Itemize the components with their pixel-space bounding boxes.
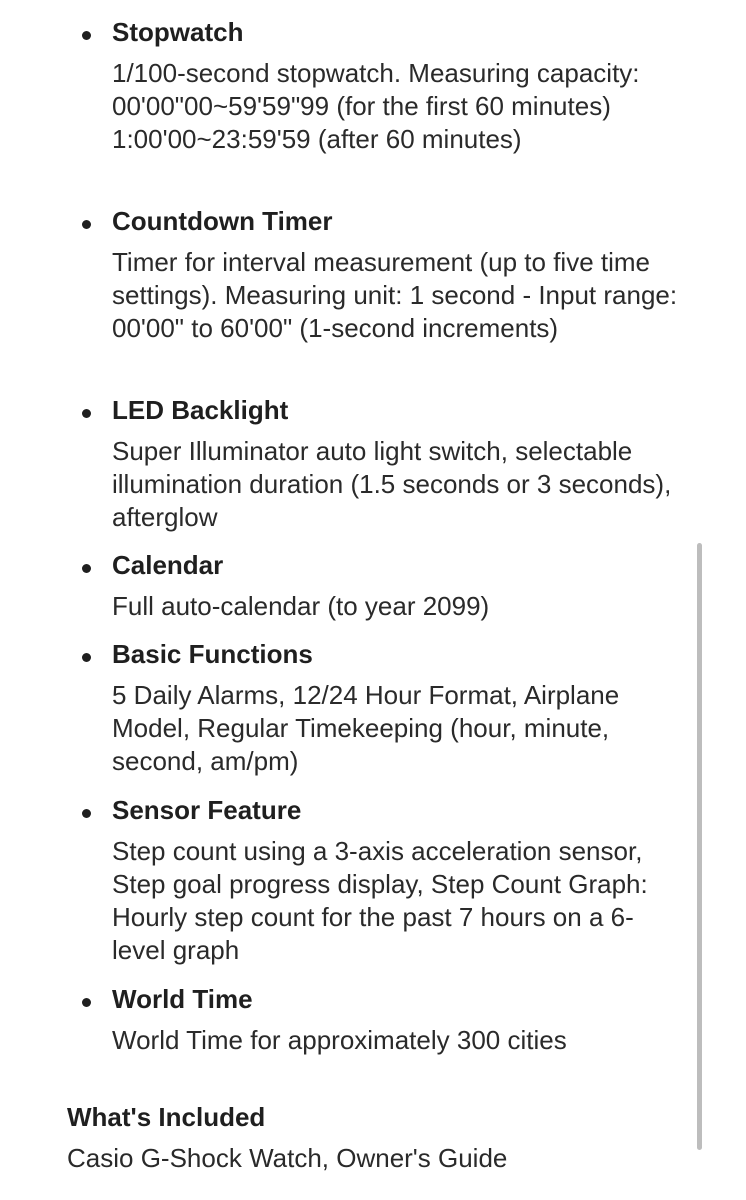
feature-title: LED Backlight [112, 395, 289, 425]
bullet-icon [82, 220, 91, 229]
whats-included-text: Casio G-Shock Watch, Owner's Guide [67, 1143, 508, 1173]
whats-included-heading: What's Included [67, 1102, 266, 1132]
feature-description: 1/100-second stopwatch. Measuring capacity: 00'00"00~59'59"99 (for the first 60 minutes) 1:00'00~23:59'59 (after 60 minutes) [112, 58, 640, 154]
scrollbar-thumb[interactable] [697, 543, 702, 1150]
feature-description: Full auto-calendar (to year 2099) [112, 591, 490, 621]
bullet-icon [82, 998, 91, 1007]
bullet-icon [82, 653, 91, 662]
feature-title: Calendar [112, 550, 224, 580]
feature-description: Super Illuminator auto light switch, selectable illumination duration (1.5 seconds or 3 seconds), afterglow [112, 436, 672, 532]
bullet-icon [82, 31, 91, 40]
feature-title: Stopwatch [112, 17, 244, 47]
bullet-icon [82, 564, 91, 573]
bullet-icon [82, 409, 91, 418]
feature-title: World Time [112, 984, 253, 1014]
bullet-icon [82, 809, 91, 818]
feature-title: Countdown Timer [112, 206, 333, 236]
feature-description: Timer for interval measurement (up to five time settings). Measuring unit: 1 second - Input range: 00'00" to 60'00" (1-second increments) [112, 247, 678, 343]
feature-description: Step count using a 3-axis acceleration sensor, Step goal progress display, Step Count Graph: Hourly step count for the past 7 hours on a 6-level graph [112, 836, 648, 965]
feature-title: Basic Functions [112, 639, 313, 669]
feature-description: World Time for approximately 300 cities [112, 1025, 567, 1055]
feature-description: 5 Daily Alarms, 12/24 Hour Format, Airplane Model, Regular Timekeeping (hour, minute, second, am/pm) [112, 680, 620, 776]
feature-title: Sensor Feature [112, 795, 302, 825]
